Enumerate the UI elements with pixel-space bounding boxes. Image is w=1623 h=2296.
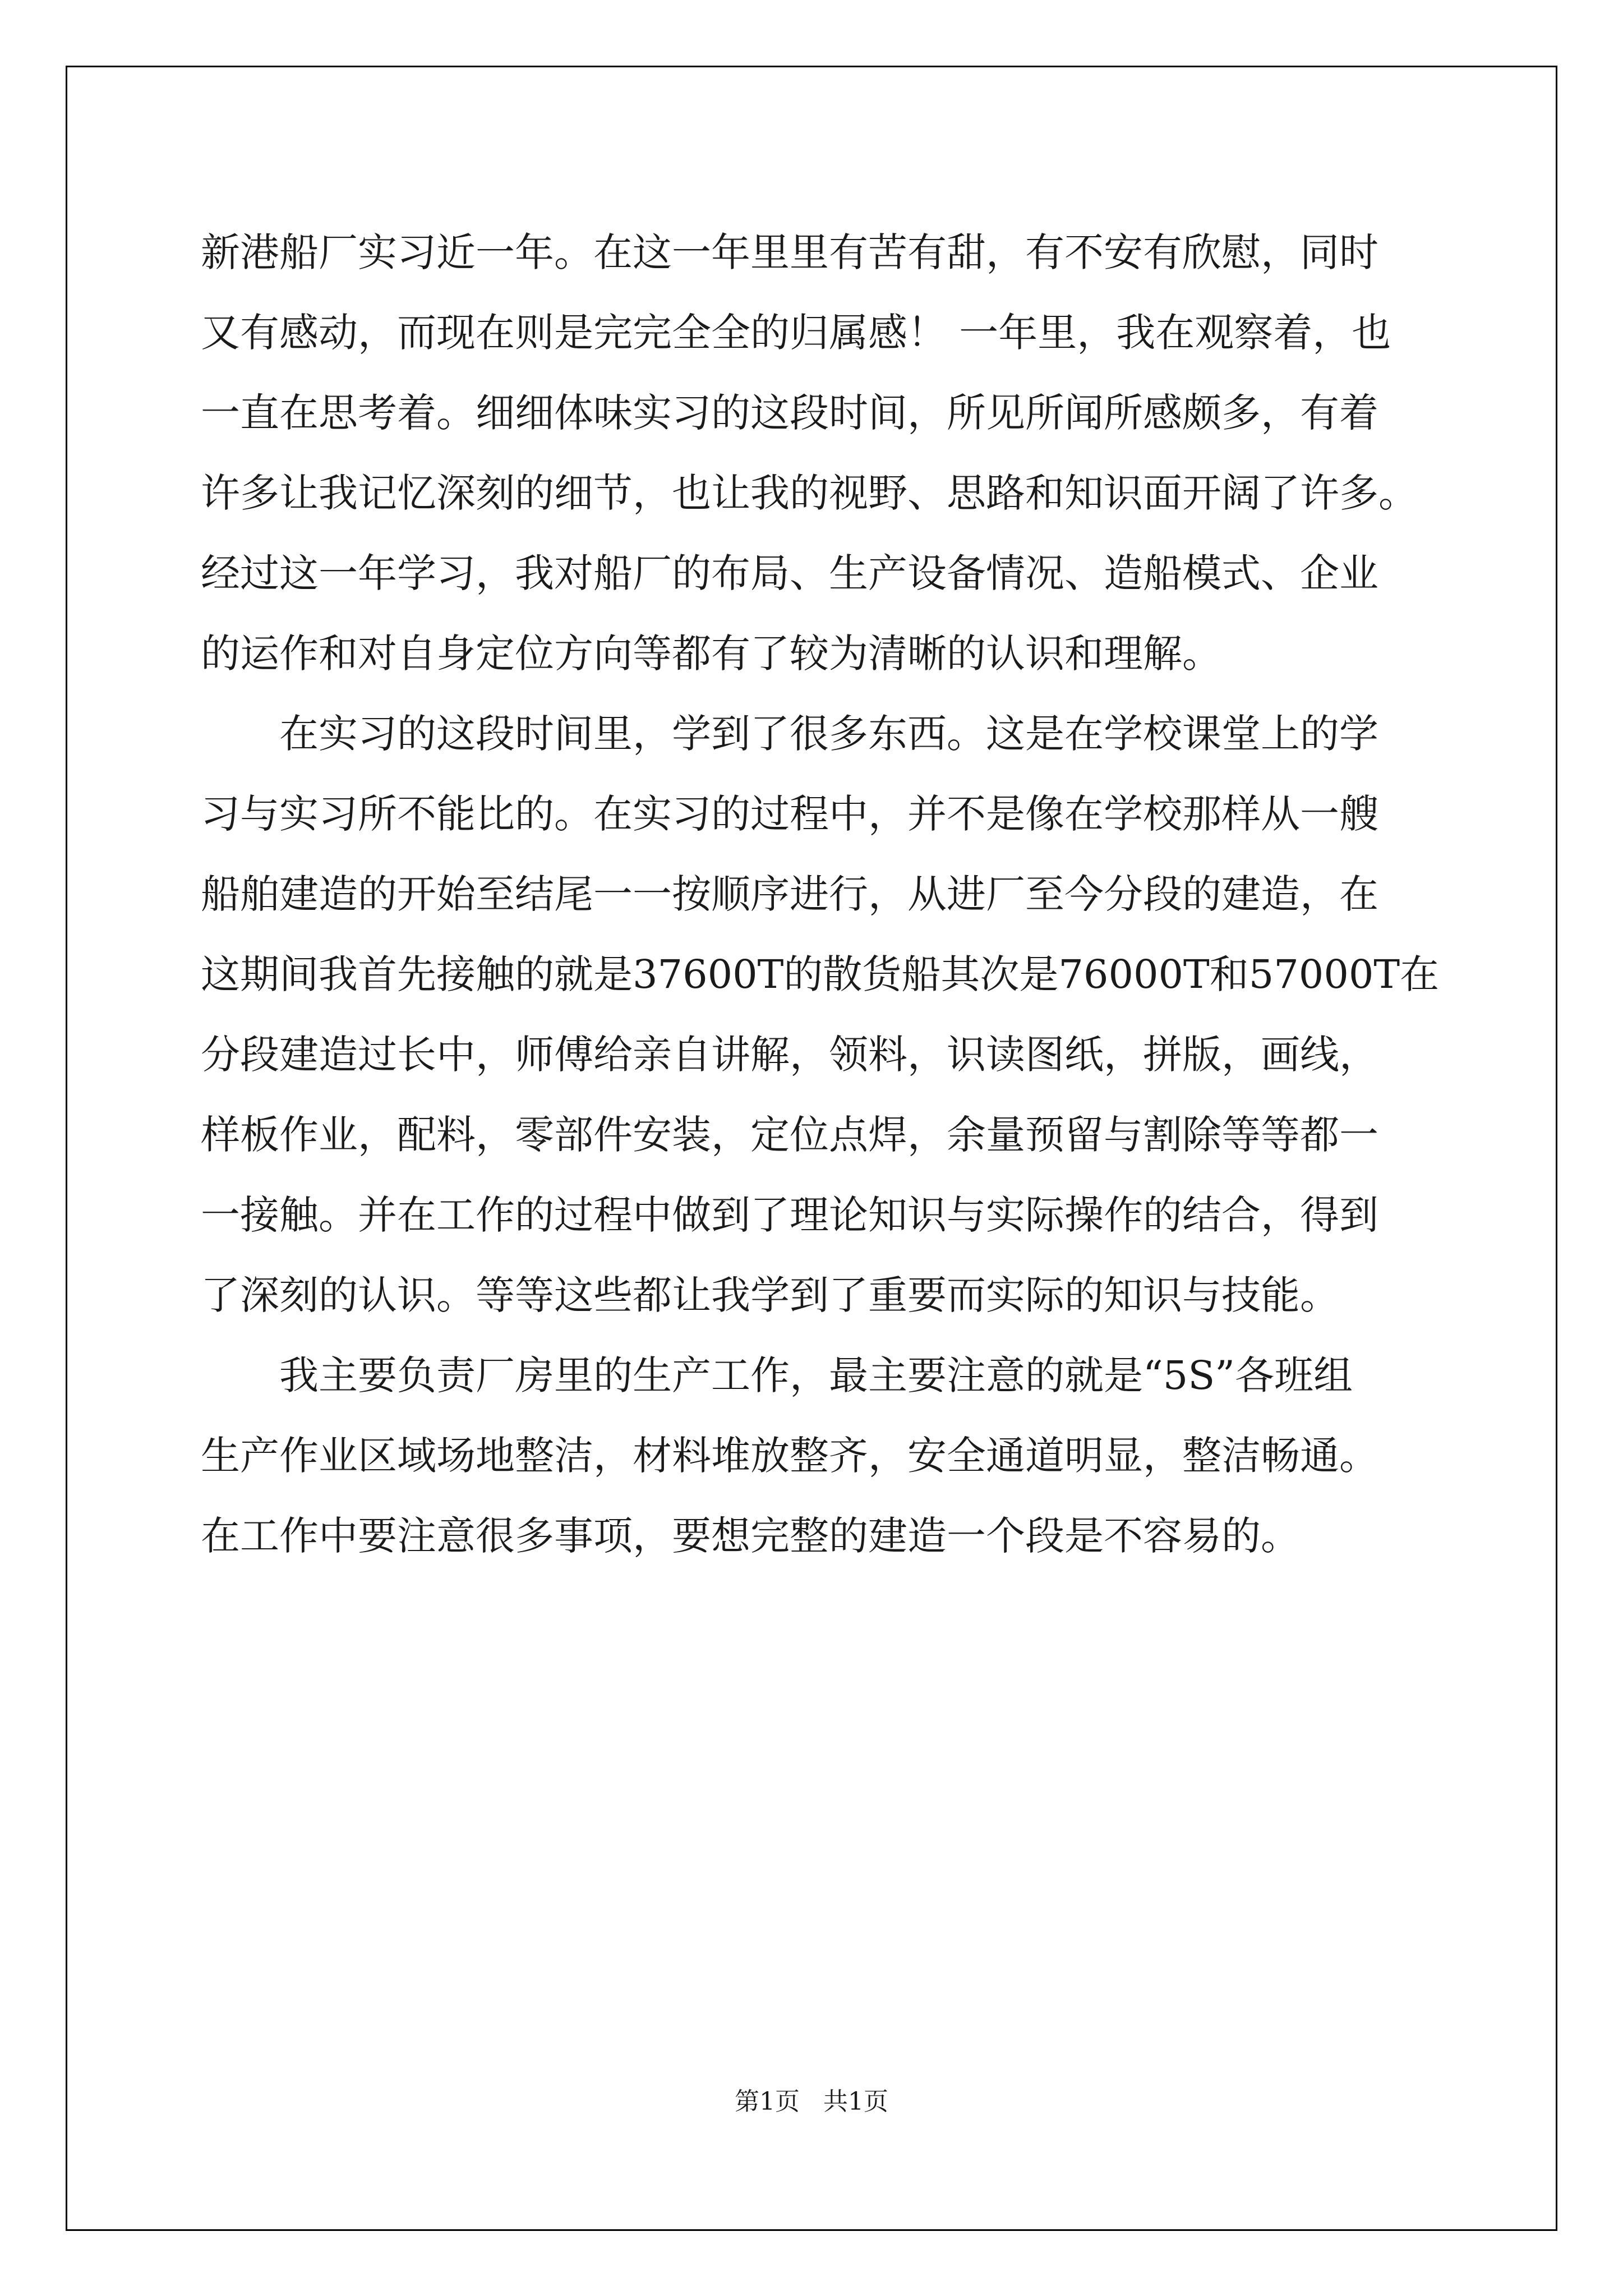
text-line: 一接触。并在工作的过程中做到了理论知识与实际操作的结合，得到 [201, 1192, 1378, 1238]
text-line: 样板作业，配料，零部件安装，定位点焊，余量预留与割除等等都一 [201, 1112, 1378, 1158]
page-number-footer: 第1页 共1页 [735, 2087, 888, 2116]
text-line: 分段建造过长中，师傅给亲自讲解，领料，识读图纸，拼版，画线， [201, 1032, 1378, 1078]
text-line: 一直在思考着。细细体味实习的这段时间，所见所闻所感颇多，有着 [201, 390, 1378, 436]
text-line: 习与实习所不能比的。在实习的过程中，并不是像在学校那样从一艘 [201, 791, 1378, 837]
text-line: 这期间我首先接触的就是37600T的散货船其次是76000T和57000T在 [201, 951, 1440, 997]
text-line: 我主要负责厂房里的生产工作，最主要注意的就是“5S”各班组 [279, 1352, 1353, 1398]
text-line: 在实习的这段时间里，学到了很多东西。这是在学校课堂上的学 [279, 711, 1378, 757]
text-line: 在工作中要注意很多事项，要想完整的建造一个段是不容易的。 [201, 1513, 1300, 1559]
text-line: 的运作和对自身定位方向等都有了较为清晰的认识和理解。 [201, 631, 1221, 677]
text-line: 许多让我记忆深刻的细节，也让我的视野、思路和知识面开阔了许多。 [201, 470, 1418, 516]
text-line: 新港船厂实习近一年。在这一年里里有苦有甜，有不安有欣慰，同时 [201, 229, 1378, 275]
text-line: 生产作业区域场地整洁，材料堆放整齐，安全通道明显，整洁畅通。 [201, 1433, 1378, 1479]
text-line: 又有感动，而现在则是完完全全的归属感！ 一年里，我在观察着，也 [201, 310, 1391, 356]
text-line: 经过这一年学习，我对船厂的布局、生产设备情况、造船模式、企业 [201, 550, 1378, 596]
text-line: 船舶建造的开始至结尾一一按顺序进行，从进厂至今分段的建造，在 [201, 871, 1378, 917]
text-line: 了深刻的认识。等等这些都让我学到了重要而实际的知识与技能。 [201, 1272, 1339, 1318]
